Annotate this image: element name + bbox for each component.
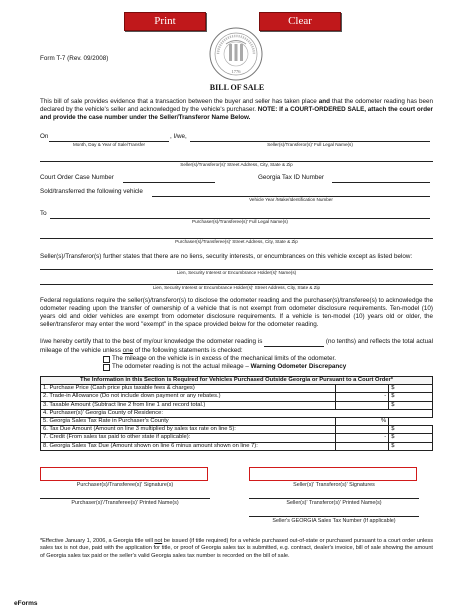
form-number: Form T-7 (Rev. 09/2008) — [40, 55, 109, 62]
georgia-seal — [208, 26, 264, 82]
seller-tax-number-field[interactable] — [249, 516, 419, 517]
amount-cell[interactable]: $ — [389, 393, 433, 401]
clear-button[interactable]: Clear — [259, 12, 341, 31]
seller-signature-caption: Seller(s)' Transferor(s)' Signatures — [293, 482, 375, 488]
purchaser-printed-name-field[interactable] — [40, 498, 210, 499]
purchaser-name-caption: Purchaser(s)/Transferee(s)' Full Legal Name(s) — [192, 219, 288, 224]
purchaser-address-caption: Purchaser(s)/Transferee(s)' Street Address, City, State & Zip — [175, 239, 298, 244]
checkbox-mechanical-limits[interactable] — [103, 356, 110, 363]
option-discrepancy-label: The odometer reading is not the actual mileage – Warning Odometer Discrepancy — [112, 363, 347, 370]
odometer-reading-field[interactable] — [264, 338, 324, 347]
page-title: BILL OF SALE — [209, 83, 265, 92]
rate-cell[interactable]: % — [335, 417, 389, 425]
seller-signature-box[interactable] — [249, 467, 417, 481]
seller-printed-name-field[interactable] — [249, 498, 419, 499]
seller-printed-name-caption: Seller(s)' Transferor(s)' Printed Name(s) — [286, 500, 382, 506]
option-mechanical-limits-label: The mileage on the vehicle is in excess of the mechanical limits of the odometer. — [112, 355, 337, 362]
vehicle-caption: Vehicle Year /Make/Identification Number — [249, 197, 333, 202]
to-label: To — [40, 210, 47, 217]
purchaser-printed-name-caption: Purchaser(s)'/Transferee(s)' Printed Name(s) — [71, 500, 179, 506]
odometer-certification: I/we hereby certify that to the best of my/our knowledge the odometer reading is (no tenths) and reflects the total actual mileage of the vehicle unless one of the following statements is checked: — [40, 338, 434, 355]
on-label: On — [40, 133, 49, 140]
amount-cell[interactable]: $ — [389, 426, 433, 434]
table-row: 1. Purchase Price (Cash price plus taxable fees & charges) $ — [41, 385, 433, 393]
i-we-label: , I/we, — [170, 133, 187, 140]
seller-address-caption: Seller(s)/Transferor(s)' Street Address, City, State & Zip — [180, 162, 293, 167]
amount-cell[interactable]: $ — [389, 385, 433, 393]
seller-tax-number-caption: Seller's GEORGIA Sales Tax Number (If applicable) — [272, 518, 396, 524]
table-header: The Information in this Section is Required for Vehicles Purchased Outside Georgia or Pursuant to a Court Order* — [41, 377, 433, 385]
intro-paragraph: This bill of sale provides evidence that a transaction between the buyer and seller has taken place and that the odometer reading has been declared by the vehicle's seller and acknowledged by the vehicle's purchaser. NOTE: If a COURT-ORDERED SALE, attach the court order and provide the case number under the Seller/Transferor Name Below. — [40, 98, 434, 122]
purchaser-signature-caption: Purchaser(s)/Transferee(s)' Signature(s) — [76, 482, 174, 488]
court-order-field[interactable] — [123, 182, 215, 183]
sales-tax-table — [40, 376, 433, 451]
eforms-logo: eForms — [14, 600, 38, 607]
amount-cell[interactable]: $ — [389, 401, 433, 409]
sold-label: Sold/transferred the following vehicle — [40, 188, 143, 195]
seal-year: 1776 — [231, 69, 241, 74]
table-row: 6. Tax Due Amount (Amount on line 3 multiplied by sales tax rate on line 5): $ — [41, 426, 433, 434]
purchaser-signature-box[interactable] — [40, 467, 208, 481]
amount-cell[interactable]: $ — [389, 442, 433, 450]
print-button[interactable]: Print — [124, 12, 206, 31]
footnote: *Effective January 1, 2006, a Georgia title will not be issued (if title required) for a vehicle purchased out-of-state or purchased pursuant to a court order unless sales tax is not due, paid with the application for title, or proof of Georgia sales tax is submitted, e.g. contract, dealer's invoice, bill of sale showing the amount of Georgia sales tax paid or the seller's valid Georgia sales tax number is recorded on the bill of sale. — [40, 538, 433, 559]
court-order-label: Court Order Case Number — [40, 174, 114, 181]
lien-holder-caption: Lien, Security Interest or Encumbrance Holder(s)' Name(s) — [176, 270, 297, 275]
federal-regulations-paragraph: Federal regulations require the seller(s)/transferor(s) to disclose the odometer reading and the purchaser(s)/transferee(s) to acknowledge the odometer reading upon the transfer of ownership of a vehicle that is not exempt from odometer disclosure requirements. Ten-model (10) years old and older vehicles are exempt from odometer disclosure requirements. If a vehicle is ten-model (10) years old or older, the seller/transferor may enter the word "exempt" in the space provided below for the odometer reading. — [40, 297, 433, 329]
table-row: 5. Georgia Sales Tax Rate in Purchaser's County % — [41, 417, 433, 425]
tax-id-label: Georgia Tax ID Number — [258, 174, 325, 181]
seller-name-caption: Seller(s)/Transferor(s)' Full Legal Name(s) — [267, 142, 353, 147]
liens-statement: Seller(s)/Transferor(s) further states that there are no liens, security interests, or encumbrances on this vehicle except as listed below: — [40, 253, 413, 260]
sale-date-caption: Month, Day & Year of Sale/Transfer — [72, 142, 146, 147]
table-row: 8. Georgia Sales Tax Due (Amount shown on line 6 minus amount shown on line 7): $ — [41, 442, 433, 450]
table-row: 3. Taxable Amount (Subtract line 2 from line 1 and record total.) $ — [41, 401, 433, 409]
checkbox-odometer-discrepancy[interactable] — [103, 364, 110, 371]
tax-id-field[interactable] — [332, 182, 430, 183]
lien-address-caption: Lien, Security Interest or Encumbrance Holder(s)' Street Address, City, State & Zip — [152, 285, 321, 290]
amount-cell[interactable]: $ — [389, 434, 433, 442]
table-row: 2. Trade-in Allowance (Do not include down payment or any rebates.) - $ — [41, 393, 433, 401]
table-row: 7. Credit (From sales tax paid to other state if applicable): - $ — [41, 434, 433, 442]
table-row: 4. Purchaser(s)' Georgia County of Residence: — [41, 409, 433, 417]
